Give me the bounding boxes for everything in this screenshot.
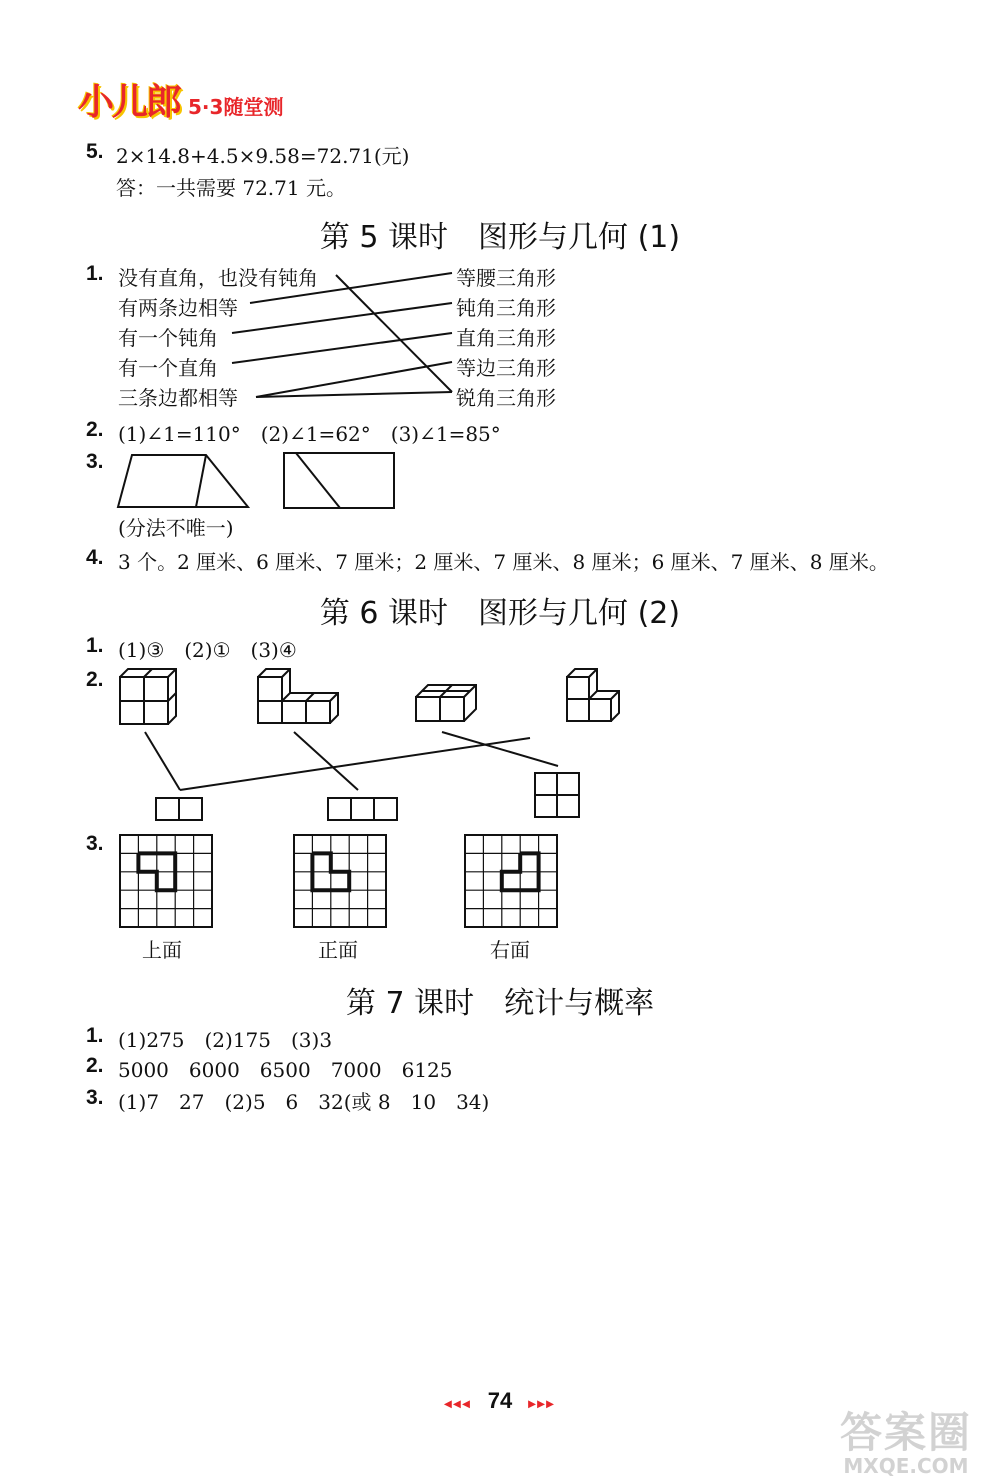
- lesson-7-title: 第 7 课时 统计与概率: [345, 986, 655, 1021]
- solid-figure-1: [120, 669, 176, 724]
- page-number: 74: [487, 1388, 513, 1413]
- lesson-6-title: 第 6 课时 图形与几何 (2): [319, 596, 681, 631]
- next-arrows-icon: ▸▸▸: [528, 1395, 556, 1411]
- answer-line: 2×14.8+4.5×9.58=72.71(元): [116, 144, 410, 168]
- grid-right-view: [465, 835, 557, 927]
- match-line: [250, 273, 452, 303]
- view-label: 正面: [318, 938, 358, 962]
- view-label: 右面: [490, 938, 530, 962]
- question-number: 2.: [86, 418, 104, 441]
- trapezoid-figure: [118, 455, 248, 507]
- view-label: 上面: [142, 938, 182, 962]
- solid-figure-3: [416, 685, 476, 721]
- question-number: 4.: [86, 546, 104, 569]
- question-number: 3.: [86, 450, 104, 473]
- match-line: [232, 303, 452, 333]
- grid-top-view: [120, 835, 212, 927]
- answer-line: (1)③ (2)① (3)④: [118, 638, 297, 662]
- question-number: 3.: [86, 1086, 104, 1109]
- matching-left-item: 有一个钝角: [118, 326, 218, 350]
- watermark-text: 答案圈: [839, 1408, 972, 1457]
- answer-line: 3 个。2 厘米、6 厘米、7 厘米；2 厘米、7 厘米、8 厘米；6 厘米、7 厘米、8 厘米。: [118, 550, 889, 574]
- view-answer-a: [156, 798, 202, 820]
- prev-arrows-icon: ◂◂◂: [444, 1395, 472, 1411]
- answer-line: 答：一共需要 72.71 元。: [116, 176, 346, 200]
- question-number: 5.: [86, 140, 104, 163]
- answer-note: (分法不唯一): [118, 516, 234, 540]
- answer-line: (1)275 (2)175 (3)3: [118, 1028, 333, 1052]
- matching-right-item: 等边三角形: [456, 356, 556, 380]
- solid-figure-2: [258, 669, 338, 723]
- solid-figure-4: [567, 669, 619, 721]
- rectangle-figure: [284, 453, 394, 508]
- matching-right-item: 钝角三角形: [456, 296, 556, 320]
- watermark-url: MXQE.COM: [843, 1454, 969, 1478]
- answer-line: (1)7 27 (2)5 6 32(或 8 10 34): [118, 1090, 490, 1114]
- brand-name: 小儿郎: [78, 82, 181, 123]
- connection-lines: [145, 732, 558, 790]
- matching-lines: [232, 273, 452, 397]
- matching-right-item: 等腰三角形: [456, 266, 556, 290]
- question-number: 1.: [86, 262, 104, 285]
- view-answer-c: [535, 773, 579, 817]
- brand-series: 5·3随堂测: [188, 95, 284, 119]
- matching-right-item: 直角三角形: [456, 326, 556, 350]
- answer-line: (1)∠1=110° (2)∠1=62° (3)∠1=85°: [118, 422, 501, 446]
- match-line: [336, 275, 452, 392]
- watermark: [826, 1400, 986, 1478]
- matching-right-item: 锐角三角形: [456, 386, 556, 410]
- matching-left-item: 三条边都相等: [118, 386, 238, 410]
- question-number: 3.: [86, 832, 104, 855]
- question-number: 1.: [86, 634, 104, 657]
- answer-line: 5000 6000 6500 7000 6125: [118, 1058, 453, 1082]
- grid-front-view: [294, 835, 386, 927]
- question-number: 1.: [86, 1024, 104, 1047]
- matching-left-item: 有一个直角: [118, 356, 218, 380]
- question-number: 2.: [86, 668, 104, 691]
- matching-left-item: 有两条边相等: [118, 296, 238, 320]
- lesson-5-title: 第 5 课时 图形与几何 (1): [319, 220, 681, 255]
- matching-left-item: 没有直角，也没有钝角: [118, 266, 318, 290]
- question-number: 2.: [86, 1054, 104, 1077]
- view-answer-b: [328, 798, 397, 820]
